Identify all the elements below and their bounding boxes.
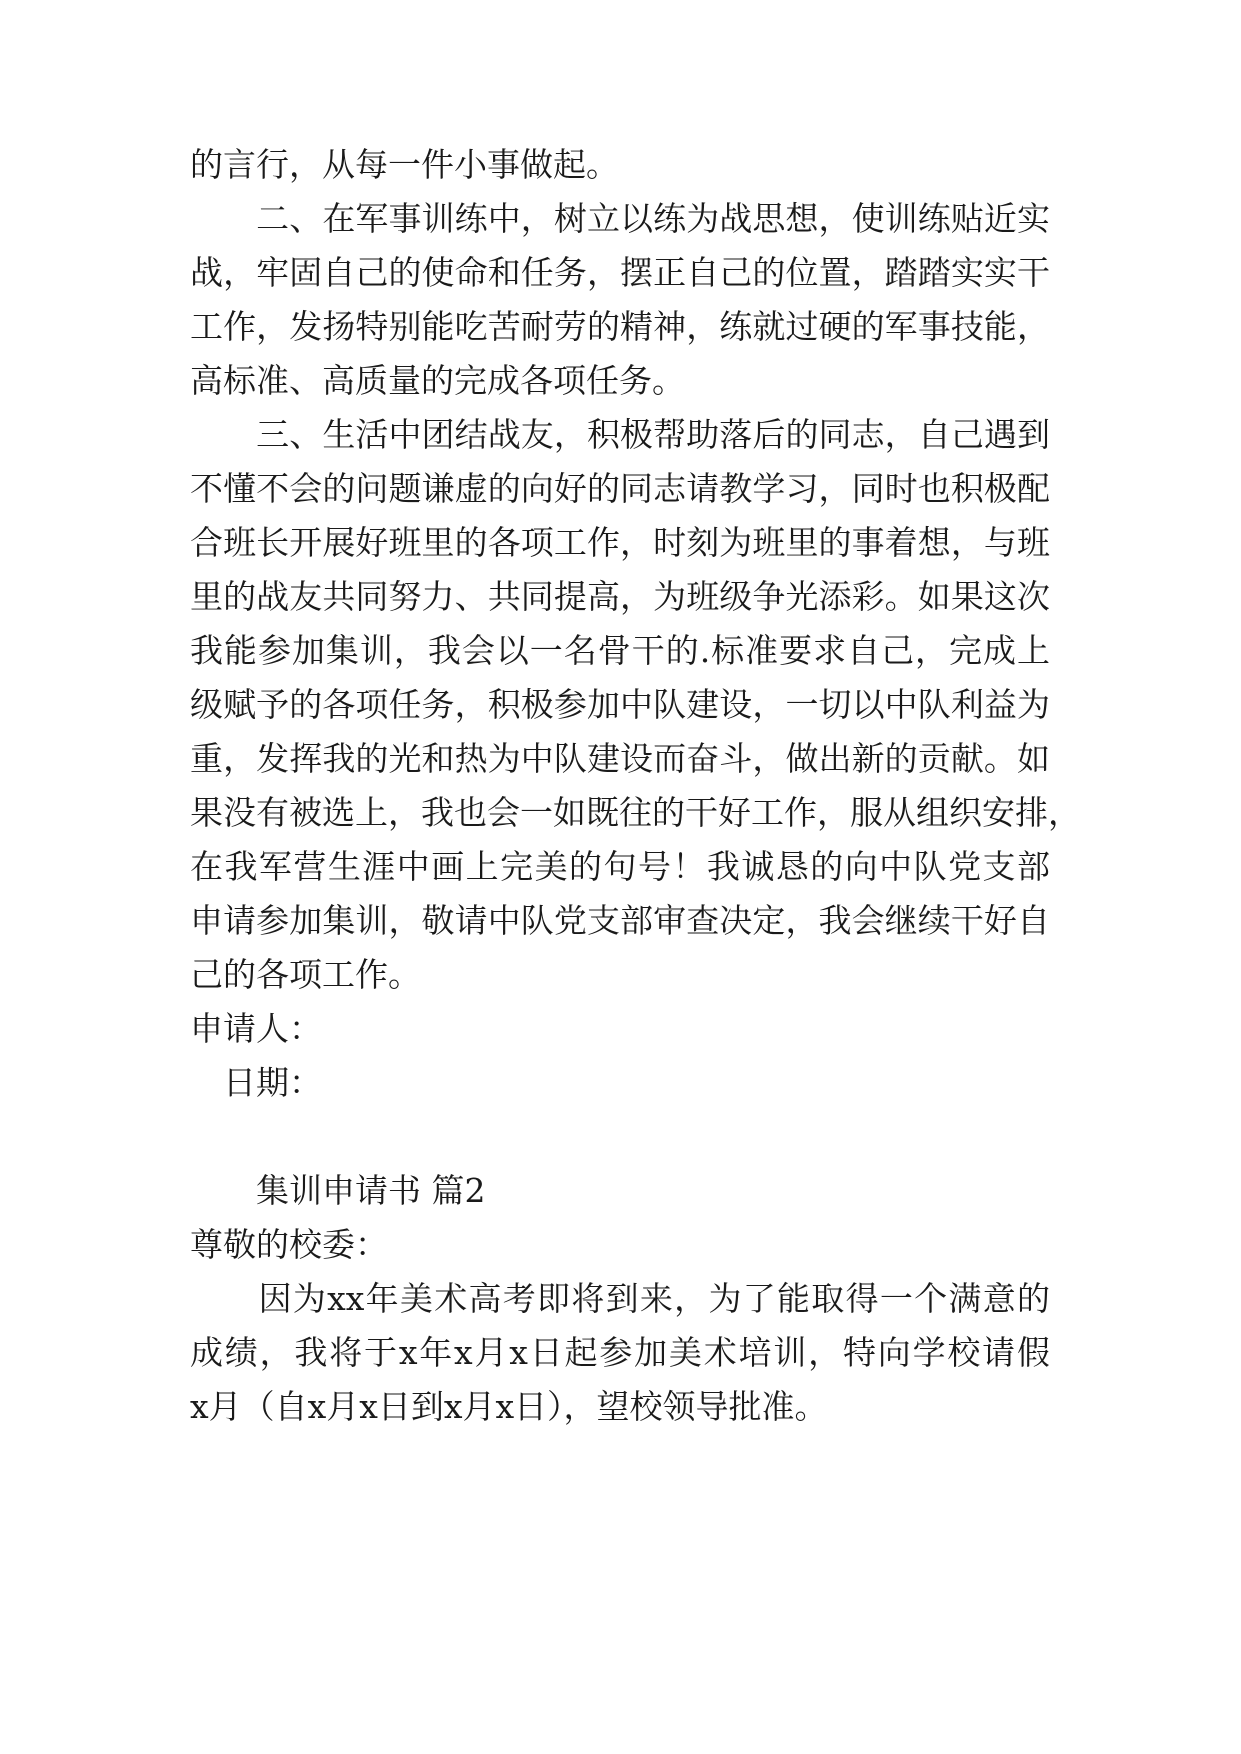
paragraph-line: 三、生活中团结战友，积极帮助落后的同志，自己遇到 [190, 415, 1050, 454]
paragraph-line: x月（自x月x日到x月x日），望校领导批准。 [190, 1387, 828, 1426]
paragraph-line: 里的战友共同努力、共同提高，为班级争光添彩。如果这次 [190, 577, 1050, 616]
paragraph-line: 因为xx年美术高考即将到来，为了能取得一个满意的 [190, 1279, 1050, 1318]
paragraph-line: 申请参加集训，敬请中队党支部审查决定，我会继续干好自 [190, 901, 1050, 940]
paragraph-line: 在我军营生涯中画上完美的句号！我诚恳的向中队党支部 [190, 847, 1050, 886]
paragraph-line: 果没有被选上，我也会一如既往的干好工作，服从组织安排， [190, 793, 1081, 832]
paragraph-line: 的言行，从每一件小事做起。 [190, 145, 619, 184]
paragraph-line: 我能参加集训，我会以一名骨干的.标准要求自己，完成上 [190, 631, 1050, 670]
section-title: 集训申请书 篇2 [190, 1171, 486, 1210]
paragraph-line: 工作，发扬特别能吃苦耐劳的精神，练就过硬的军事技能， [190, 307, 1050, 346]
paragraph-line: 成绩，我将于x年x月x日起参加美术培训，特向学校请假 [190, 1333, 1050, 1372]
paragraph-line: 不懂不会的问题谦虚的向好的同志请教学习，同时也积极配 [190, 469, 1050, 508]
applicant-label: 申请人： [190, 1009, 322, 1048]
paragraph-line: 战，牢固自己的使命和任务，摆正自己的位置，踏踏实实干 [190, 253, 1050, 292]
paragraph-line: 重，发挥我的光和热为中队建设而奋斗，做出新的贡献。如 [190, 739, 1050, 778]
paragraph-line: 级赋予的各项任务，积极参加中队建设，一切以中队利益为 [190, 685, 1050, 724]
salutation: 尊敬的校委： [190, 1225, 388, 1264]
paragraph-line: 二、在军事训练中，树立以练为战思想，使训练贴近实 [190, 199, 1050, 238]
paragraph-line: 高标准、高质量的完成各项任务。 [190, 361, 685, 400]
paragraph-line: 己的各项工作。 [190, 955, 421, 994]
date-label: 日期： [190, 1063, 322, 1102]
paragraph-line: 合班长开展好班里的各项工作，时刻为班里的事着想，与班 [190, 523, 1050, 562]
